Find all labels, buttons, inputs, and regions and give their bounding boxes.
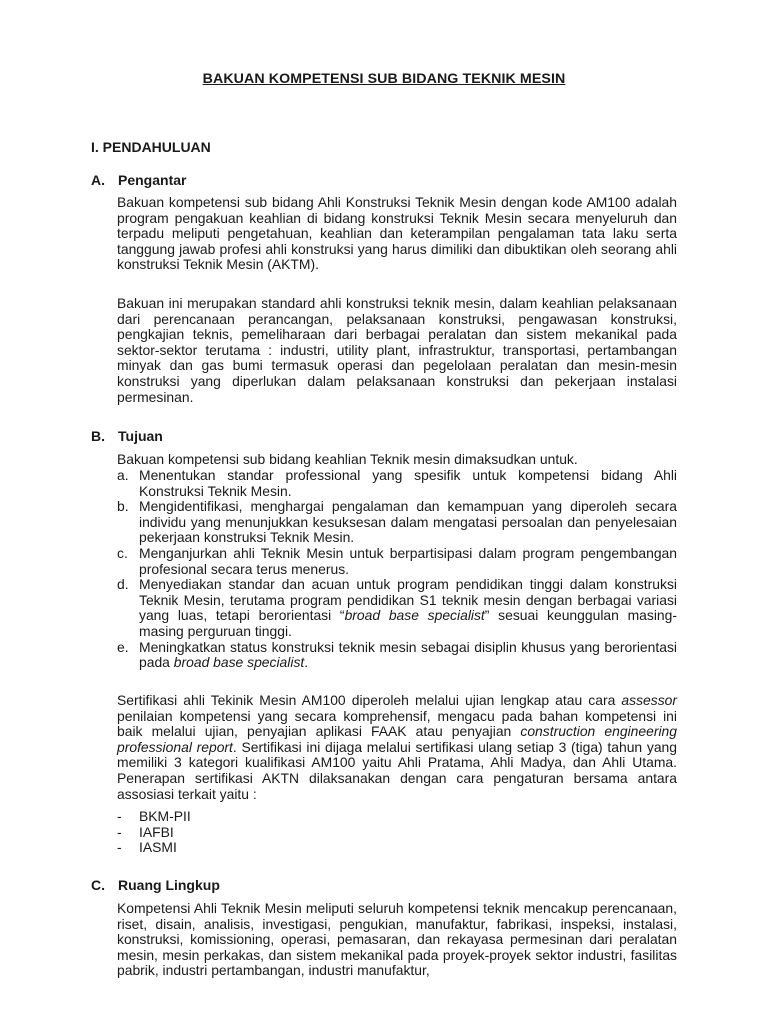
paragraph-text-part: . Sertifikasi ini dijaga melalui sertifikasi ulang setiap 3 (tiga) tahun yang memiliki 3 kategori kualifikasi AM100 yaitu Ahli Pratama, Ahli Madya, dan Ahli Utama. Penerapan sertifikasi AKTN dilaksanakan dengan cara pengaturan bersama antara assosiasi terkait yaitu : (117, 738, 677, 802)
subsection-heading-tujuan (91, 428, 163, 444)
subsection-title: Pengantar (118, 172, 187, 188)
paragraph-text-part: penilaian kompetensi yang secara komprehensif, mengacu pada bahan kompetensi ini baik melalui ujian, penyajian aplikasi FAAK atau penyajian (117, 707, 677, 740)
list-item-text: Mengidentifikasi, menghargai pengalaman dan kemampuan yang diperoleh secara individu yang menunjukkan kesuksesan dalam mengatasi persoalan dan penyelesaian pekerjaan konstruksi Teknik Mesin. (139, 498, 677, 546)
list-item-label: d. (117, 576, 129, 593)
list-item-text (139, 640, 677, 671)
list-item-bullet: - (117, 839, 122, 856)
list-item-text: Menganjurkan ahli Teknik Mesin untuk berpartisipasi dalam program pengembangan profesional secara terus menerus. (139, 544, 677, 577)
subsection-title: Ruang Lingkup (118, 877, 220, 893)
list-item-text-part: . (304, 654, 309, 671)
list-item-label: e. (117, 638, 129, 655)
list-item-emphasis: broad base specialist (173, 654, 305, 671)
list-item (117, 809, 677, 825)
list-item (117, 499, 677, 546)
list-item-text-part: Meningkatkan status konstruksi teknik mesin sebagai disiplin khusus yang berorientasi pada (139, 638, 677, 671)
list-item-label: a. (117, 467, 129, 483)
paragraph-ruang-lingkup: Kompetensi Ahli Teknik Mesin meliputi seluruh kompetensi teknik mencakup perencanaan, riset, disain, analisis, investigasi, pengukian, manufaktur, fabrikasi, inspeksi, instalasi, konstruksi, komissioning, operasi, pemasaran, dan rekayasa permesinan dari peralatan mesin, mesin perkakas, dan sistem mekanikal pada proyek-proyek sektor industri, fasilitas pabrik, industri pertambangan, industri manufaktur, (117, 900, 677, 979)
paragraph-sertifikasi (117, 693, 677, 802)
section-heading-pendahuluan: I. PENDAHULUAN (91, 139, 211, 155)
document-title: BAKUAN KOMPETENSI SUB BIDANG TEKNIK MESIN (202, 71, 566, 87)
list-item (117, 468, 677, 499)
list-item (117, 840, 677, 856)
list-item-label: b. (117, 498, 129, 515)
subsection-letter: A. (91, 172, 105, 188)
subsection-title: Tujuan (118, 428, 163, 444)
list-item-text: IAFBI (139, 823, 174, 840)
paragraph-text-part: Sertifikasi ahli Tekinik Mesin AM100 diperoleh melalui ujian lengkap atau cara (117, 692, 622, 708)
subsection-heading-ruang-lingkup (91, 877, 220, 893)
subsection-letter: C. (91, 877, 105, 893)
list-item-text: BKM-PII (139, 808, 191, 824)
list-item-bullet: - (117, 823, 122, 840)
list-item-bullet: - (117, 808, 122, 824)
tujuan-list (117, 468, 677, 671)
list-item-text: Menentukan standar professional yang spesifik untuk kompetensi bidang Ahli Konstruksi Teknik Mesin. (139, 467, 677, 499)
paragraph-emphasis: assessor (621, 692, 677, 708)
paragraph-pengantar-1: Bakuan kompetensi sub bidang Ahli Konstruksi Teknik Mesin dengan kode AM100 adalah program pengakuan keahlian di bidang konstruksi Teknik Mesin secara menyeluruh dan terpadu meliputi pengetahuan, keahlian dan keterampilan pengalaman tata laku serta tanggung jawab profesi ahli konstruksi yang harus dimiliki dan dibuktikan oleh seorang ahli konstruksi Teknik Mesin (AKTM). (117, 194, 677, 273)
list-item-emphasis: broad base specialist (344, 607, 485, 624)
subsection-letter: B. (91, 428, 105, 444)
list-item (117, 640, 677, 671)
list-item-text-part: Menyediakan standar dan acuan untuk program pendidikan tinggi dalam konstruksi Teknik Mesin, terutama program pendidikan S1 teknik mesin dengan berbagai variasi yang luas, tetapi berorientasi “ (139, 576, 677, 624)
paragraph-tujuan-intro: Bakuan kompetensi sub bidang keahlian Teknik mesin dimaksudkan untuk. (117, 451, 578, 467)
list-item (117, 577, 677, 639)
assosiasi-list (117, 809, 677, 856)
list-item-label: c. (117, 544, 128, 561)
list-item-text (139, 577, 677, 639)
list-item (117, 546, 677, 577)
subsection-heading-pengantar (91, 172, 186, 188)
list-item-text-part: ” sesuai keunggulan masing-masing perguruan tinggi. (139, 607, 677, 639)
paragraph-emphasis: construction engineering professional report (117, 723, 677, 755)
paragraph-pengantar-2: Bakuan ini merupakan standard ahli konstruksi teknik mesin, dalam keahlian pelaksanaan dari perencanaan perancangan, pelaksanaan konstruksi, pengawasan konstruksi, pengkajian teknis, pemeliharaan dari berbagai peralatan dan sistem mekanikal pada sektor-sektor terutama : industri, utility plant, infrastruktur, transportasi, pertambangan minyak dan gas bumi termasuk operasi dan pegelolaan peralatan dan mesin-mesin konstruksi yang diperlukan dalam pelaksanaan konstruksi dan pekerjaan instalasi permesinan. (117, 295, 677, 405)
list-item (117, 825, 677, 841)
list-item-text: IASMI (139, 839, 177, 856)
